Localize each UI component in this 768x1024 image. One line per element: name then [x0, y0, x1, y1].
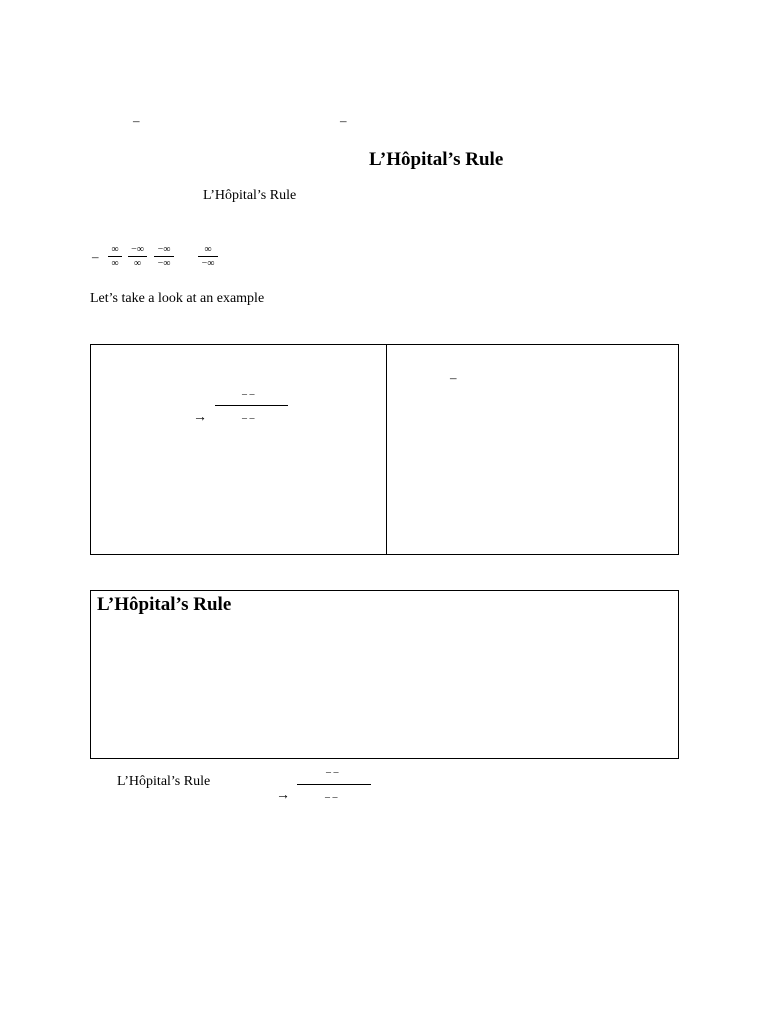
top-dash-right: – — [340, 113, 347, 128]
example-right-dash: – — [450, 370, 457, 385]
section-heading: L’Hôpital’s Rule — [369, 149, 504, 170]
example-table — [90, 344, 679, 555]
example-left-fraction-bar — [215, 405, 288, 406]
footer-arrow: → — [276, 788, 290, 803]
example-table-divider — [386, 344, 387, 555]
indeterminate-form: ∞ ∞ — [108, 245, 122, 269]
indeterminate-form: −∞ −∞ — [154, 245, 174, 269]
rule-box — [90, 590, 679, 759]
example-left-numerator: – – — [242, 389, 255, 400]
example-left-denominator: – – — [242, 413, 255, 424]
example-intro: Let’s take a look at an example — [90, 291, 265, 306]
footer-rule-name: L’Hôpital’s Rule — [117, 774, 211, 789]
indeterminate-form: ∞ −∞ — [198, 245, 218, 269]
indeterminate-form: −∞ ∞ — [128, 245, 147, 269]
forms-lead-dash: – — [92, 249, 99, 264]
footer-numerator: – – — [326, 767, 339, 778]
footer-fraction-bar — [297, 784, 371, 785]
intro-rule-name: L’Hôpital’s Rule — [203, 188, 297, 203]
rule-box-title: L’Hôpital’s Rule — [97, 594, 232, 615]
example-left-arrow: → — [193, 410, 207, 425]
footer-denominator: – – — [325, 792, 338, 803]
top-dash-left: – — [133, 113, 140, 128]
